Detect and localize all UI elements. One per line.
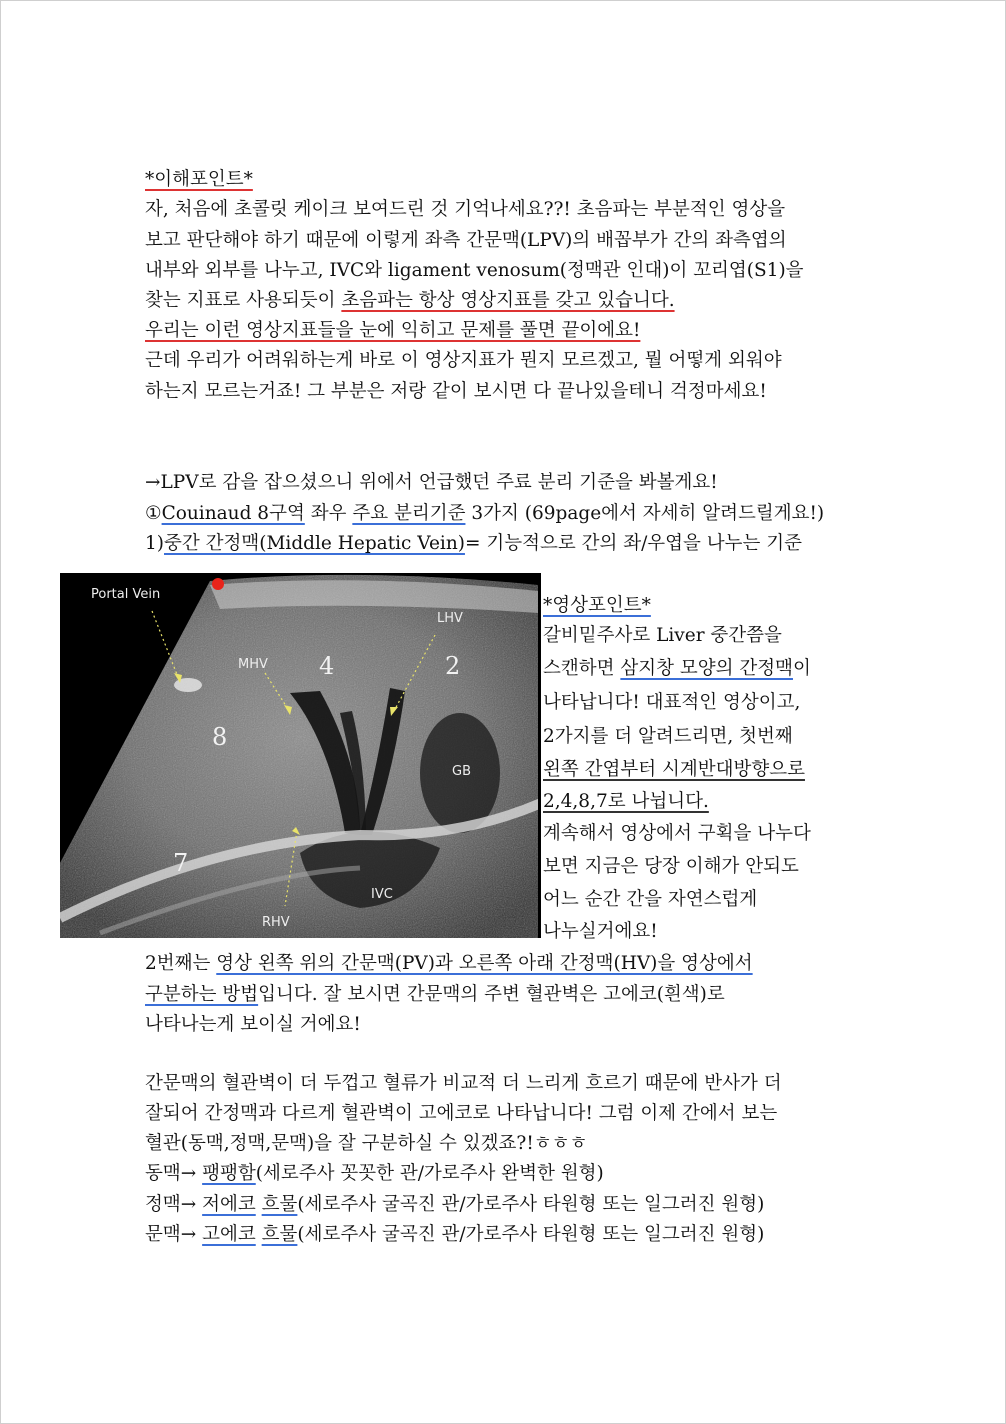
side-line5 [543,756,805,784]
section1-line5 [145,317,640,345]
artery-desc: (세로주사 꼿꼿한 관/가로주사 완벽한 원형) [255,1163,604,1184]
side-line4: 2가지를 더 알려드리면, 첫번째 [543,726,793,747]
section3-line3: 나타나는게 보이실 거에요! [145,1014,361,1035]
side-line5-text: 왼쪽 간엽부터 시계반대방향으로 [543,759,805,780]
segment-2: 2 [445,652,461,680]
section1-line4-a: 찾는 지표로 사용되듯이 [145,290,342,311]
portal-desc: (세로주사 굴곡진 관/가로주사 타원형 또는 일그러진 원형) [297,1224,765,1245]
portal-key1: 고에코 [202,1224,256,1245]
side-line2-c: 이 [792,658,811,679]
main-criteria-term: 주요 분리기준 [352,503,466,524]
section2-line1: →LPV로 감을 잡으셨으니 위에서 언급했던 주료 분리 기준을 봐볼게요! [145,472,718,493]
section3-line4: 간문맥의 혈관벽이 더 두껍고 혈류가 비교적 더 느리게 흐르기 때문에 반사가 더 [145,1073,782,1094]
section3-line2-b: 입니다. 잘 보시면 간문맥의 주변 혈관벽은 고에코(흰색)로 [258,984,725,1005]
vein-line [145,1191,764,1219]
side-heading-text: *영상포인트* [543,595,651,616]
vein-desc: (세로주사 굴곡진 관/가로주사 타원형 또는 일그러진 원형) [297,1194,765,1215]
segment-4: 4 [319,652,335,680]
label-rhv: RHV [262,915,290,930]
side-line1: 갈비밑주사로 Liver 중간쯤을 [543,625,782,646]
section1-heading-text: *이해포인트* [145,169,253,190]
label-ivc: IVC [371,887,393,902]
section2-line3-c: = 기능적으로 간의 좌/우엽을 나누는 기준 [464,533,803,554]
section1-line3: 내부와 외부를 나누고, IVC와 ligament venosum(정맥관 인대)이 꼬리엽(S1)을 [145,260,804,281]
ultrasound-image [60,573,541,938]
side-line6-text: 2,4,8,7로 나뉩니다. [543,791,709,812]
side-line2-a: 스캔하면 [543,658,621,679]
section1-line5-text: 우리는 이런 영상지표들을 눈에 익히고 문제를 풀면 끝이에요! [145,320,641,341]
label-lhv: LHV [437,611,463,626]
section2-line3-a: 1) [145,533,164,554]
section2-line2-e: 3가지 (69page에서 자세히 알려드릴게요!) [465,503,825,524]
section3-line6: 혈관(동맥,정맥,문맥)을 잘 구분하실 수 있겠죠?!ㅎㅎㅎ [145,1133,588,1154]
side-line3: 나타납니다! 대표적인 영상이고, [543,692,801,713]
section1-line2: 보고 판단해야 하기 때문에 이렇게 좌측 간문맥(LPV)의 배꼽부가 간의 좌측엽의 [145,230,787,251]
side-line9: 어느 순간 간을 자연스럽게 [543,889,758,910]
section1-line1: 자, 처음에 초콜릿 케이크 보여드린 것 기억나세요??! 초음파는 부분적인 영상을 [145,199,786,220]
section3-line1 [145,950,753,978]
section2-line2-c: 좌우 [304,503,353,524]
portal-label: 문맥→ [145,1224,203,1245]
vein-key1: 저에코 [202,1194,256,1215]
side-line8: 보면 지금은 당장 이해가 안되도 [543,856,799,877]
trident-term: 삼지창 모양의 간정맥 [620,658,793,679]
section1-line4-b: 초음파는 항상 영상지표를 갖고 있습니다. [341,290,675,311]
portal-key2: 흐물 [261,1224,298,1245]
label-portal-vein: Portal Vein [91,587,161,602]
side-line10: 나누실거에요! [543,921,658,942]
mhv-term: 중간 간정맥(Middle Hepatic Vein) [164,533,465,554]
side-line2 [543,655,811,683]
vein-key2: 흐물 [261,1194,298,1215]
segment-8: 8 [212,723,228,751]
section3-line5: 잘되어 간정맥과 다르게 혈관벽이 고에코로 나타납니다! 그럼 이제 간에서 보는 [145,1103,778,1124]
artery-label: 동맥→ [145,1163,203,1184]
segment-7: 7 [173,849,189,877]
side-line6 [543,788,709,816]
side-line7: 계속해서 영상에서 구획을 나누다 [543,823,811,844]
ultrasound-drawing [60,573,541,938]
label-mhv: MHV [238,657,268,672]
artery-line [145,1160,604,1188]
artery-key: 팽팽함 [202,1163,256,1184]
section3-line2-a: 구분하는 방법 [145,984,259,1005]
section3-line1-a: 2번째는 [145,953,217,974]
section1-line4 [145,287,675,315]
section2-line2-a: ① [145,503,162,524]
side-heading [543,592,651,620]
section2-line2 [145,500,824,528]
section1-line7: 하는지 모르는거죠! 그 부분은 저랑 같이 보시면 다 끝나있을테니 걱정마세요! [145,381,767,402]
section3-line2 [145,981,725,1009]
section1-line6: 근데 우리가 어려워하는게 바로 이 영상지표가 뭔지 모르겠고, 뭘 어떻게 외워야 [145,350,782,371]
label-gb: GB [452,764,471,779]
section2-line3 [145,530,802,558]
vein-label: 정맥→ [145,1194,203,1215]
portal-line [145,1221,764,1249]
section3-line1-b: 영상 왼쪽 위의 간문맥(PV)과 오른쪽 아래 간정맥(HV)을 영상에서 [216,953,753,974]
couinaud-term: Couinaud 8구역 [161,503,305,524]
section1-heading [145,166,253,194]
